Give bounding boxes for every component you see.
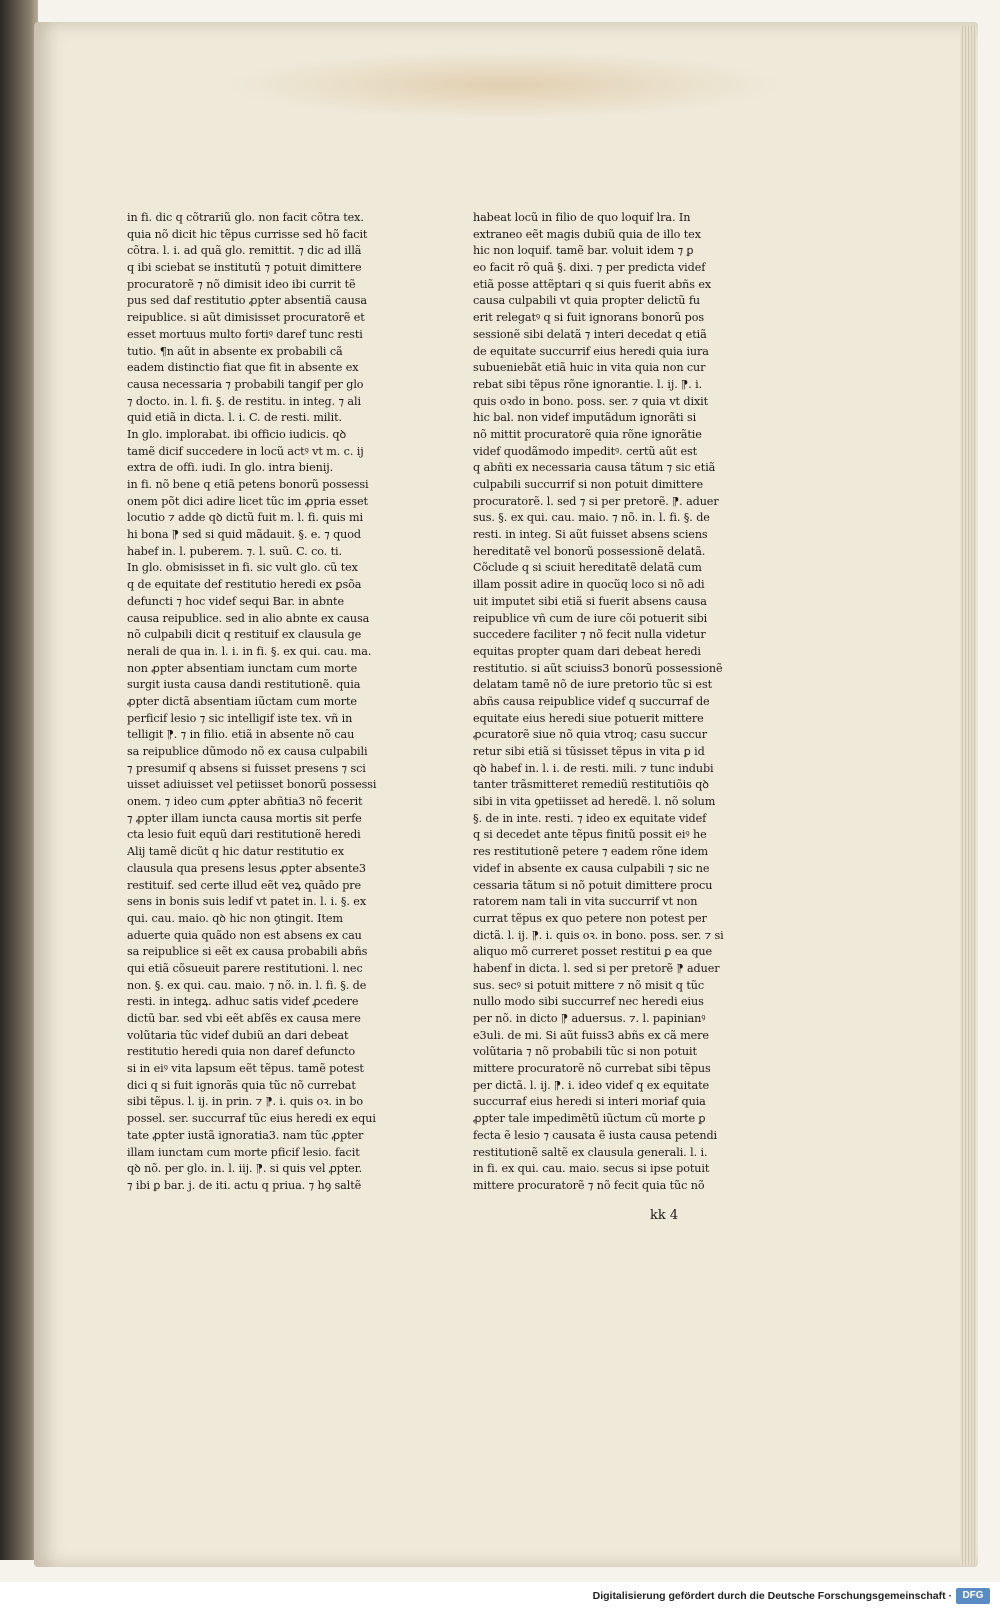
text-line: ꝓcuratorẽ siue nõ quia vtroq; casu succur bbox=[473, 728, 708, 742]
text-line: causa culpabili vt quia propter delictũ fu bbox=[473, 294, 701, 308]
text-line: si in eiꝰ vita lapsum eẽt tẽpus. tamẽ potest bbox=[127, 1062, 364, 1076]
text-line: In glo. obmisisset in fi. sic vult glo. cũ tex bbox=[127, 561, 358, 575]
text-line: procuratorẽ ⁊ nõ dimisit ideo ibi currit tẽ bbox=[127, 277, 356, 291]
text-line: succedere faciliter ⁊ nõ fecit nulla videtur bbox=[473, 628, 706, 642]
right-text-column bbox=[473, 210, 728, 1195]
text-line: resti. in integ. Si aũt fuisset absens sciens bbox=[473, 528, 708, 542]
text-line: etiã posse attẽptari q si quis fuerit abñs ex bbox=[473, 277, 712, 291]
text-line: dictũ bar. sed vbi eẽt abſẽs ex causa mere bbox=[127, 1012, 361, 1025]
text-line: habef in. l. puberem. ⁊. l. suũ. C. co. ti. bbox=[127, 544, 342, 558]
text-line: volũtaria tũc videf dubiũ an dari debeat bbox=[127, 1028, 349, 1042]
text-line: dictã. l. ij. ⁋. i. quis oꝛ. in bono. poss. ser. ⁊ si bbox=[473, 928, 724, 942]
text-line: q ibi sciebat se institutũ ⁊ potuit dimittere bbox=[127, 261, 362, 275]
text-line: sus. secꝰ si potuit mittere ⁊ nõ misit q tũc bbox=[473, 978, 704, 992]
text-line: nõ culpabili dicit q restituif ex clausula ge bbox=[127, 628, 362, 642]
text-line: restitutio. si aũt sciuiss3 bonorũ possessionẽ bbox=[473, 661, 723, 675]
text-line: sens in bonis suis ledif vt patet in. l. i. §. ex bbox=[127, 895, 367, 909]
text-line: ratorem nam tali in vita succurrif vt non bbox=[473, 895, 698, 909]
text-line: culpabili succurrif si non potuit dimittere bbox=[473, 478, 703, 491]
dfg-logo: DFG bbox=[956, 1588, 990, 1604]
text-line: qui etiã cõsueuit parere restitutioni. l. nec bbox=[127, 961, 363, 975]
text-line: sibi in vita ꝯpetiisset ad heredẽ. l. nõ solum bbox=[473, 795, 716, 809]
text-line: subueniebãt etiã huic in vita quia non cur bbox=[473, 361, 706, 375]
text-line: causa reipublice. sed in alio abnte ex causa bbox=[127, 611, 370, 625]
text-line: eadem distinctio fiat que fit in absente ex bbox=[127, 361, 359, 375]
text-line: illam iunctam cum morte pficif lesio. facit bbox=[127, 1145, 360, 1159]
text-line: restituif. sed certe illud eẽt veꝝ quãdo pre bbox=[127, 878, 362, 892]
text-line: videf in absente ex causa culpabili ⁊ sic ne bbox=[473, 861, 710, 875]
text-line: cta lesio fuit equũ dari restitutionẽ heredi bbox=[127, 828, 361, 842]
text-line: ⁊ presumif q absens si fuisset presens ⁊ sci bbox=[127, 761, 366, 775]
text-line: cessaria tãtum si nõ potuit dimittere procu bbox=[473, 878, 713, 892]
text-line: videf quodãmodo impeditꝰ. certũ aũt est bbox=[473, 444, 698, 458]
text-line: per dictã. l. ij. ⁋. i. ideo videf q ex equitate bbox=[473, 1078, 710, 1092]
text-line: habeat locũ in filio de quo loquif lra. In bbox=[473, 211, 691, 224]
text-line: restitutionẽ saltẽ ex clausula generali. l. i. bbox=[473, 1145, 708, 1159]
text-line: uit imputet sibi etiã si fuerit absens causa bbox=[473, 594, 707, 608]
text-line: equitate eius heredi siue potuerit mittere bbox=[473, 711, 704, 725]
text-line: sus. §. ex qui. cau. maio. ⁊ nõ. in. l. fi. §. de bbox=[473, 511, 710, 525]
text-line: qꝺ habef in. l. i. de resti. mili. ⁊ tunc indubi bbox=[473, 761, 714, 775]
text-line: telligit ⁋. ⁊ in filio. etiã in absente nõ cau bbox=[127, 728, 355, 742]
signature-mark: kk 4 bbox=[650, 1208, 679, 1223]
text-line: non ꝓpter absentiam iunctam cum morte bbox=[127, 661, 358, 675]
text-line: onem. ⁊ ideo cum ꝓpter abñtia3 nõ fecerit bbox=[127, 795, 363, 809]
text-line: pus sed daf restitutio ꝓpter absentiã causa bbox=[127, 294, 367, 308]
text-line: succurraf eius heredi si interi moriaf quia bbox=[473, 1095, 706, 1109]
text-line: delatam tamẽ nõ de iure pretorio tũc si est bbox=[473, 678, 712, 692]
text-line: hi bona ⁋ sed si quid mãdauit. §. e. ⁊ quod bbox=[127, 528, 361, 542]
text-line: dici q si fuit ignorãs quia tũc nõ currebat bbox=[127, 1078, 356, 1092]
text-line: defuncti ⁊ hoc videf sequi Bar. in abnte bbox=[127, 594, 344, 608]
text-line: quid etiã in dicta. l. i. C. de resti. milit. bbox=[127, 411, 342, 425]
text-line: habenf in dicta. l. sed si per pretorẽ ⁋ aduer bbox=[473, 961, 720, 975]
text-line: q abñti ex necessaria causa tãtum ⁊ sic etiã bbox=[473, 461, 716, 475]
text-line: tate ꝓpter iustã ignoratia3. nam tũc ꝓpter bbox=[127, 1128, 364, 1142]
text-line: clausula qua presens lesus ꝓpter absente3 bbox=[127, 861, 366, 875]
text-line: fecta ẽ lesio ⁊ causata ẽ iusta causa petendi bbox=[473, 1128, 718, 1142]
text-line: ⁊ docto. in. l. fi. §. de restitu. in integ. ⁊ ali bbox=[127, 394, 361, 408]
text-line: sa reipublice si eẽt ex causa probabili abñs bbox=[127, 945, 368, 959]
text-line: quia nõ dicit hic tẽpus currisse sed hõ facit bbox=[127, 227, 368, 241]
text-line: volũtaria ⁊ nõ probabili tũc si non potuit bbox=[473, 1045, 697, 1059]
text-line: aduerte quia quãdo non est absens ex cau bbox=[127, 928, 362, 942]
text-line: procuratorẽ. l. sed ⁊ si per pretorẽ. ⁋. aduer bbox=[473, 494, 719, 508]
text-line: ⁊ ꝓpter illam iuncta causa mortis sit perfe bbox=[127, 811, 362, 825]
text-line: hereditatẽ vel bonorũ possessionẽ delatã. bbox=[473, 544, 706, 558]
water-stain bbox=[224, 50, 784, 120]
text-line: nerali de qua in. l. i. in fi. §. ex qui. cau. ma. bbox=[127, 644, 372, 658]
text-line: Alij tamẽ dicũt q hic datur restitutio ex bbox=[127, 845, 344, 859]
text-line: de equitate succurrif eius heredi quia iura bbox=[473, 344, 709, 358]
book-spine bbox=[0, 0, 38, 1560]
text-line: currat tẽpus ex quo petere non potest per bbox=[473, 911, 707, 925]
text-line: nullo modo sibi succurref nec heredi eius bbox=[473, 995, 704, 1009]
text-line: hic bal. non videf imputãdum ignorãti si bbox=[473, 411, 697, 425]
text-line: reipublice vñ cum de iure cõi potuerit sibi bbox=[473, 611, 708, 625]
text-line: sa reipublice dũmodo nõ ex causa culpabili bbox=[127, 745, 368, 758]
text-line: erit relegatꝰ q si fuit ignorans bonorũ pos bbox=[473, 311, 704, 325]
text-line: tutio. ¶n aũt in absente ex probabili cã bbox=[127, 344, 343, 358]
text-line: qꝺ nõ. per glo. in. l. iij. ⁋. si quis vel ꝓpter. bbox=[127, 1162, 363, 1176]
text-line: §. de in inte. resti. ⁊ ideo ex equitate videf bbox=[473, 811, 707, 825]
text-line: tamẽ dicif succedere in locũ actꝰ vt m. c. ij bbox=[127, 444, 364, 458]
text-line: surgit iusta causa dandi restitutionẽ. quia bbox=[127, 678, 361, 692]
text-line: onem põt dici adire licet tũc im ꝓpria esset bbox=[127, 494, 368, 508]
text-line: sessionẽ sibi delatã ⁊ interi decedat q etiã bbox=[473, 327, 707, 341]
text-line: retur sibi etiã si tũsisset tẽpus in vita ꝑ id bbox=[473, 745, 705, 758]
text-line: per nõ. in dicto ⁋ aduersus. ⁊. l. papinianꝰ bbox=[473, 1012, 706, 1025]
text-line: in fi. dic q cõtrariũ glo. non facit cõtra tex. bbox=[127, 211, 364, 224]
text-line: ꝓpter tale impedimẽtũ iũctum cũ morte ꝑ bbox=[473, 1112, 706, 1126]
text-line: non. §. ex qui. cau. maio. ⁊ nõ. in. l. fi. §. de bbox=[127, 978, 367, 992]
text-line: e3uli. de mi. Si aũt fuiss3 abñs ex cã mere bbox=[473, 1028, 709, 1042]
text-line: sibi tẽpus. l. ij. in prin. ⁊ ⁋. i. quis oꝛ. in bo bbox=[127, 1095, 364, 1109]
left-text-column bbox=[127, 210, 377, 1195]
text-line: ⁊ ibi ꝑ bar. j. de iti. actu q priua. ⁊ hꝯ saltẽ bbox=[127, 1178, 362, 1192]
text-line: resti. in integꝝ. adhuc satis videf ꝓcedere bbox=[127, 995, 359, 1009]
text-line: qui. cau. maio. qꝺ hic non ꝯtingit. Item bbox=[127, 911, 343, 925]
text-line: aliquo mõ curreret posset restitui ꝑ ea que bbox=[473, 945, 713, 959]
text-line: hic non loquif. tamẽ bar. voluit idem ⁊ ꝑ bbox=[473, 244, 694, 258]
text-line: in fi. nõ bene q etiã petens bonorũ possessi bbox=[127, 478, 369, 491]
text-line: cõtra. l. i. ad quã glo. remittit. ⁊ dic ad illã bbox=[127, 244, 362, 258]
text-line: rebat sibi tẽpus rõne ignorantie. l. ij. ⁋. i. bbox=[473, 377, 703, 391]
text-line: causa necessaria ⁊ probabili tangif per glo bbox=[127, 377, 364, 391]
text-line: extra de offi. iudi. In glo. intra bienij. bbox=[127, 461, 334, 475]
text-line: q si decedet ante tẽpus finitũ possit eiꝰ he bbox=[473, 828, 707, 842]
text-line: q de equitate def restitutio heredi ex ꝑsõa bbox=[127, 578, 362, 592]
text-line: possel. ser. succurraf tũc eius heredi ex equi bbox=[127, 1112, 376, 1126]
text-line: equitas propter quam dari debeat heredi bbox=[473, 644, 701, 658]
text-line: eo facit rõ quã §. dixi. ⁊ per predicta videf bbox=[473, 261, 706, 275]
text-line: mittere procuratorẽ nõ currebat sibi tẽpus bbox=[473, 1062, 711, 1076]
text-line: tanter trãsmitteret remediũ restitutiõis qꝺ bbox=[473, 778, 709, 792]
text-line: illam possit adire in quocũq loco si nõ adi bbox=[473, 578, 705, 592]
text-line: quis oꝛdo in bono. poss. ser. ⁊ quia vt dixit bbox=[473, 394, 709, 408]
text-line: ꝓpter dictã absentiam iũctam cum morte bbox=[127, 694, 357, 708]
text-line: mittere procuratorẽ ⁊ nõ fecit quia tũc nõ bbox=[473, 1178, 705, 1192]
text-line: extraneo eẽt magis dubiũ quia de illo tex bbox=[473, 227, 701, 241]
footer-credit: Digitalisierung gefördert durch die Deutsche Forschungsgemeinschaft · bbox=[592, 1590, 952, 1602]
text-line: restitutio heredi quia non daref defuncto bbox=[127, 1045, 356, 1059]
text-line: nõ mittit procuratorẽ quia rõne ignorãtie bbox=[473, 427, 702, 441]
text-line: reipublice. si aũt dimisisset procuratorẽ et bbox=[127, 311, 365, 325]
text-line: perficif lesio ⁊ sic intelligif iste tex. vñ in bbox=[127, 711, 353, 725]
text-line: locutio ⁊ adde qꝺ dictũ fuit m. l. fi. quis mi bbox=[127, 511, 364, 525]
text-line: In glo. implorabat. ibi officio iudicis. qꝺ bbox=[127, 427, 347, 441]
text-line: uisset adiuisset vel petiisset bonorũ possessi bbox=[127, 778, 377, 792]
text-line: res restitutionẽ petere ⁊ eadem rõne idem bbox=[473, 845, 709, 859]
text-line: in fi. ex qui. cau. maio. secus si ipse potuit bbox=[473, 1162, 710, 1176]
text-line: abñs causa reipublice videf q succurraf de bbox=[473, 694, 710, 708]
text-line: Cõclude q si sciuit hereditatẽ delatã cum bbox=[473, 561, 702, 575]
text-line: esset mortuus multo fortiꝰ daref tunc resti bbox=[127, 327, 363, 341]
page-edge bbox=[960, 25, 976, 1565]
